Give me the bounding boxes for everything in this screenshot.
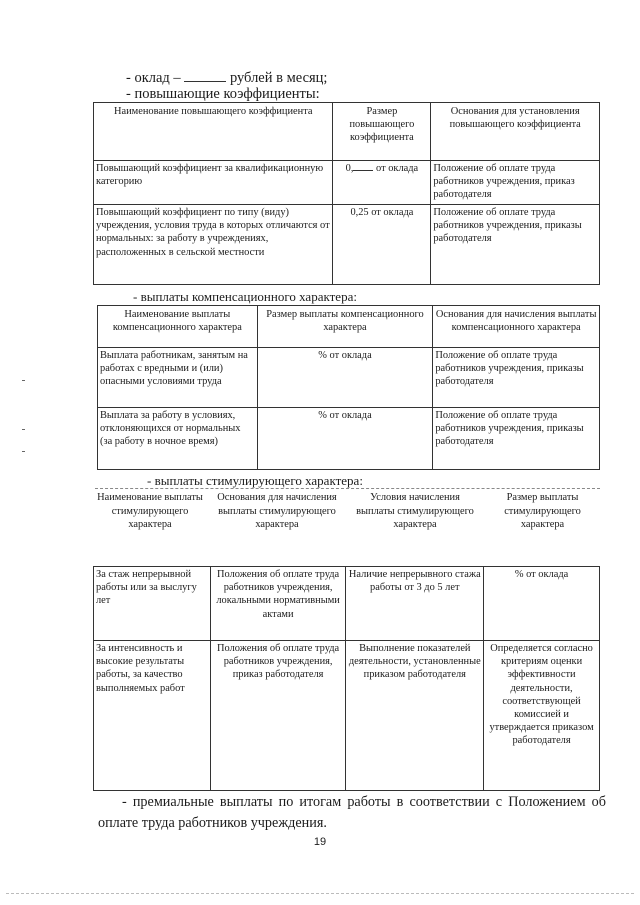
stim-row1-size: % от оклада xyxy=(484,567,600,641)
comp-header-size: Размер выплаты компенсационного характера xyxy=(257,306,433,348)
coef-row1-name: Повышающий коэффициент за квалификационную категорию xyxy=(94,161,333,205)
stim-row1-name: За стаж непрерывной работы или за выслугу лет xyxy=(94,567,211,641)
stim-row2-name: За интенсивность и высокие результаты работы, за качество выполняемых работ xyxy=(94,641,211,791)
stim-header-name: Наименование выплаты стимулирующего характера xyxy=(97,492,203,530)
comp-row2-size: % от оклада xyxy=(257,408,433,470)
coef-row2-basis: Положение об оплате труда работников учреждения, приказы работодателя xyxy=(431,205,600,285)
comp-header-row xyxy=(98,306,600,348)
coef-header-size: Размер повышающего коэффициента xyxy=(333,103,431,161)
table-row xyxy=(98,408,600,470)
coef-row1-size-blank xyxy=(353,170,373,171)
salary-suffix: рублей в месяц; xyxy=(229,70,328,86)
comp-heading: - выплаты компенсационного характера: xyxy=(133,289,357,304)
scan-mark xyxy=(22,429,25,430)
coef-row1-basis: Положение об оплате труда работников учреждения, приказ работодателя xyxy=(431,161,600,205)
salary-line xyxy=(126,70,327,87)
coef-header-name: Наименование повышающего коэффициента xyxy=(94,103,333,161)
table-row xyxy=(94,641,600,791)
coef-row1-size-prefix: 0, xyxy=(345,163,354,174)
comp-table xyxy=(97,305,600,470)
stim-heading: - выплаты стимулирующего характера: xyxy=(147,473,363,488)
stim-header-condition: Условия начисления выплаты стимулирующего характера xyxy=(356,492,474,530)
stim-row2-basis: Положения об оплате труда работников учреждения, приказ работодателя xyxy=(210,641,346,791)
bonus-paragraph: - премиальные выплаты по итогам работы в соответствии с Положением об оплате труда работников учреждения. xyxy=(98,794,606,831)
stim-row2-size: Определяется согласно критериям оценки эффективности деятельности, соответствующей комиссией и утверждается приказом работодателя xyxy=(484,641,600,791)
comp-row1-size: % от оклада xyxy=(257,348,433,408)
scan-mark xyxy=(22,380,25,381)
table-row xyxy=(94,205,600,285)
coef-header-row xyxy=(94,103,600,161)
scan-mark xyxy=(22,451,25,452)
comp-header-name: Наименование выплаты компенсационного характера xyxy=(98,306,258,348)
stim-header-size: Размер выплаты стимулирующего характера xyxy=(504,492,581,530)
comp-row2-name: Выплата за работу в условиях, отклоняющихся от нормальных (за работу в ночное время) xyxy=(98,408,258,470)
coef-table xyxy=(93,102,600,285)
coef-heading: - повышающие коэффициенты: xyxy=(126,86,320,102)
coef-row2-size: 0,25 от оклада xyxy=(333,205,431,285)
table-row xyxy=(94,161,600,205)
table-row xyxy=(98,348,600,408)
comp-row1-basis: Положение об оплате труда работников учреждения, приказы работодателя xyxy=(433,348,600,408)
coef-header-basis: Основания для установления повышающего коэффициента xyxy=(431,103,600,161)
comp-row2-basis: Положение об оплате труда работников учреждения, приказы работодателя xyxy=(433,408,600,470)
stim-header-basis: Основания для начисления выплаты стимулирующего характера xyxy=(217,492,337,530)
page-bottom-edge xyxy=(6,893,634,894)
coef-row2-name: Повышающий коэффициент по типу (виду) учреждения, условия труда в которых отличаются от нормальных: за работу в учреждениях, расположенных в сельской местности xyxy=(94,205,333,285)
stim-row2-condition: Выполнение показателей деятельности, установленные приказом работодателя xyxy=(346,641,484,791)
salary-blank xyxy=(184,81,226,82)
stim-row1-basis: Положения об оплате труда работников учреждения, локальными нормативными актами xyxy=(210,567,346,641)
stim-row1-condition: Наличие непрерывного стажа работы от 3 до 5 лет xyxy=(346,567,484,641)
comp-row1-name: Выплата работникам, занятым на работах с вредными и (или) опасными условиями труда xyxy=(98,348,258,408)
coef-row1-size xyxy=(333,161,431,205)
stim-header-rule xyxy=(95,488,600,489)
stim-table xyxy=(93,566,600,791)
comp-header-basis: Основания для начисления выплаты компенсационного характера xyxy=(433,306,600,348)
table-row xyxy=(94,567,600,641)
coef-row1-size-suffix: от оклада xyxy=(376,163,419,174)
salary-prefix: - оклад – xyxy=(126,70,181,86)
page-number: 19 xyxy=(313,836,327,848)
